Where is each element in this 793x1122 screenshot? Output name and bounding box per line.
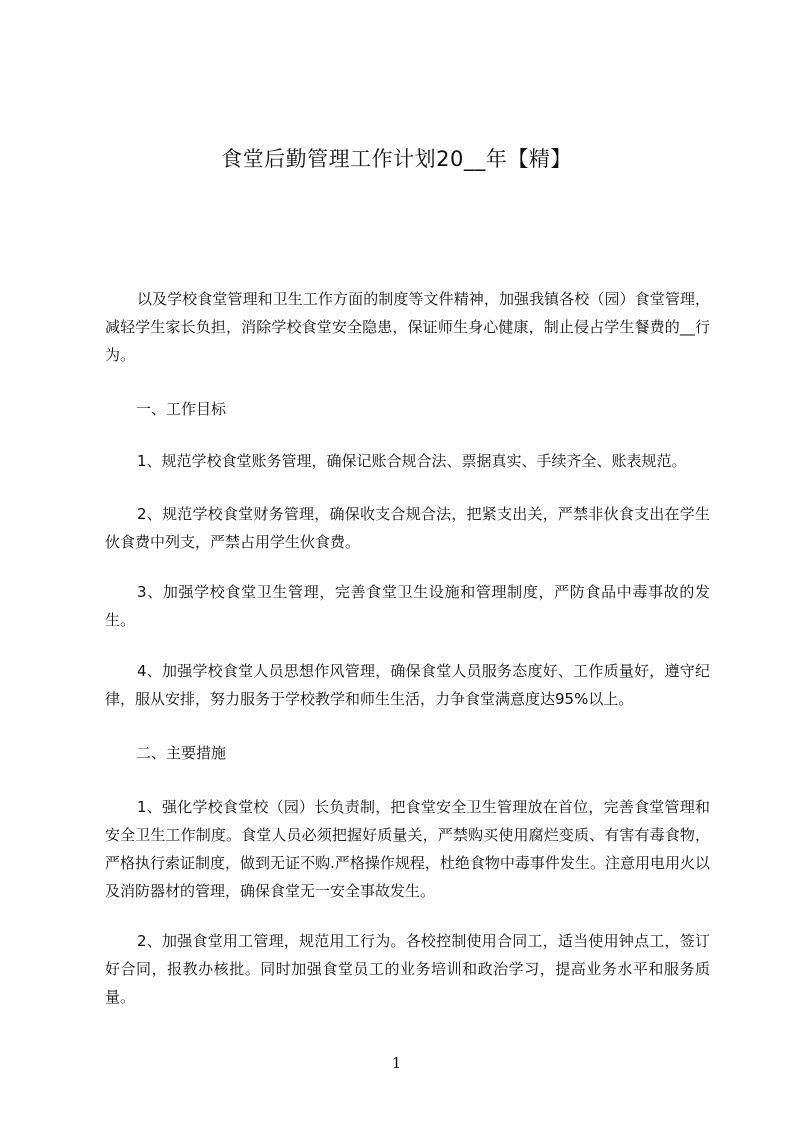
intro-paragraph: 以及学校食堂管理和卫生工作方面的制度等文件精神，加强我镇各校（园）食堂管理，减轻学生家长负担，消除学校食堂安全隐患，保证师生身心健康，制止侵占学生餐费的__行为。 xyxy=(105,290,710,364)
measure-item-2: 2、加强食堂用工管理，规范用工行为。各校控制使用合同工，适当使用钟点工，签订好合同，报教办核批。同时加强食堂员工的业务培训和政治学习，提高业务水平和服务质量。 xyxy=(105,932,710,1006)
goal-item-4: 4、加强学校食堂人员思想作风管理，确保食堂人员服务态度好、工作质量好，遵守纪律，服从安排，努力服务于学校教学和师生生活，力争食堂满意度达95%以上。 xyxy=(105,662,710,708)
section-heading-measures: 二、主要措施 xyxy=(136,744,227,762)
goal-item-1: 1、规范学校食堂账务管理，确保记账合规合法、票据真实、手续齐全、账表规范。 xyxy=(137,452,687,470)
goal-item-3: 3、加强学校食堂卫生管理，完善食堂卫生设施和管理制度，严防食品中毒事故的发生。 xyxy=(105,583,710,629)
goal-item-2: 2、规范学校食堂财务管理，确保收支合规合法，把紧支出关，严禁非伙食支出在学生伙食费中列支，严禁占用学生伙食费。 xyxy=(105,505,710,551)
measure-item-1: 1、强化学校食堂校（园）长负责制，把食堂安全卫生管理放在首位，完善食堂管理和安全卫生工作制度。食堂人员必须把握好质量关，严禁购买使用腐烂变质、有害有毒食物，严格执行索证制度，做到无证不购.严格操作规程，杜绝食物中毒事件发生。注意用电用火以及消防器材的管理，确保食堂无一安全事故发生。 xyxy=(105,798,710,900)
document-title: 食堂后勤管理工作计划20__年【精】 xyxy=(221,147,572,171)
page-number: 1 xyxy=(391,1054,402,1072)
section-heading-goals: 一、工作目标 xyxy=(136,400,227,418)
